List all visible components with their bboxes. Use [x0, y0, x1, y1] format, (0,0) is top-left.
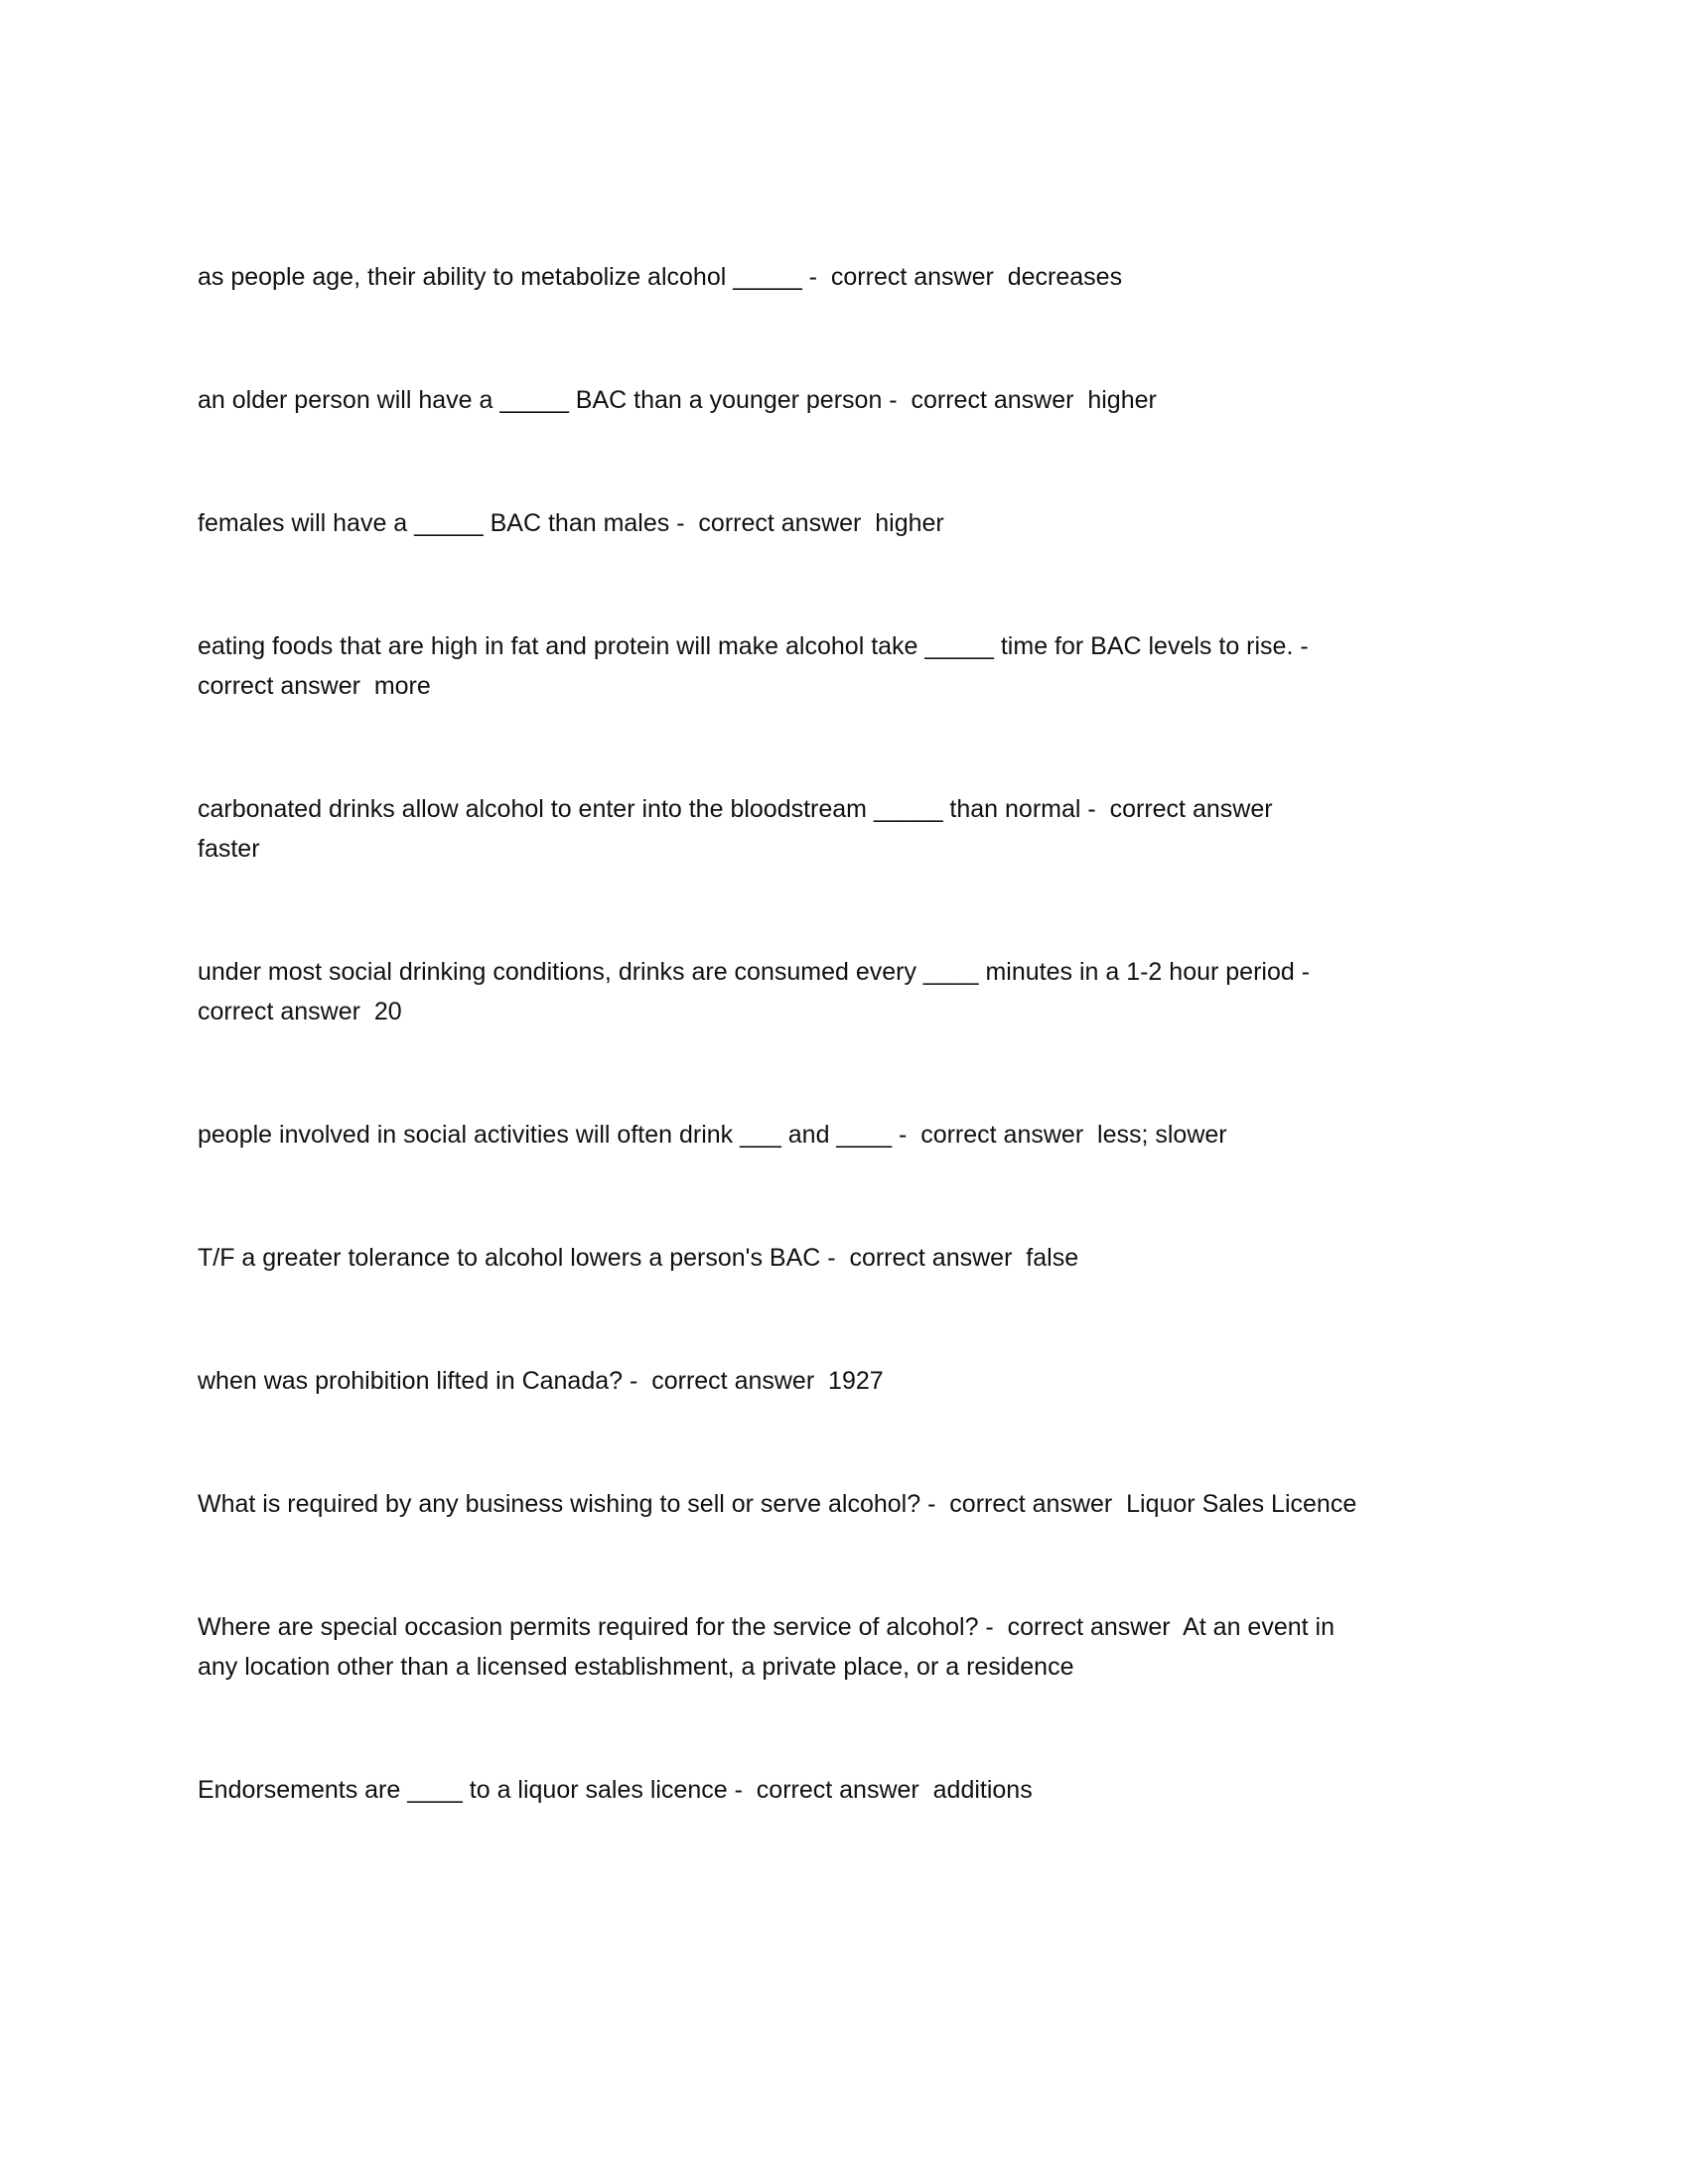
qa-line: people involved in social activities will often drink ___ and ____ - correct answer less; slower [198, 1121, 1227, 1149]
qa-item-12 [198, 1770, 1488, 1810]
qa-line: correct answer more [198, 672, 431, 700]
qa-item-4 [198, 626, 1488, 706]
document-body [198, 257, 1488, 1893]
qa-item-9 [198, 1361, 1488, 1401]
qa-line: any location other than a licensed establishment, a private place, or a residence [198, 1653, 1074, 1681]
qa-line: Where are special occasion permits required for the service of alcohol? - correct answer At an event in [198, 1613, 1335, 1641]
qa-item-5 [198, 789, 1488, 869]
qa-item-10 [198, 1484, 1488, 1524]
qa-line: What is required by any business wishing to sell or serve alcohol? - correct answer Liquor Sales Licence [198, 1490, 1357, 1518]
qa-item-11 [198, 1607, 1488, 1687]
qa-line: carbonated drinks allow alcohol to enter into the bloodstream _____ than normal - correct answer [198, 795, 1273, 823]
qa-item-7 [198, 1115, 1488, 1155]
qa-line: faster [198, 835, 260, 863]
qa-item-6 [198, 952, 1488, 1031]
qa-line: T/F a greater tolerance to alcohol lowers a person's BAC - correct answer false [198, 1244, 1079, 1272]
qa-item-3 [198, 503, 1488, 543]
qa-item-1 [198, 257, 1488, 297]
qa-item-8 [198, 1238, 1488, 1278]
qa-line: under most social drinking conditions, drinks are consumed every ____ minutes in a 1-2 hour period - [198, 958, 1311, 986]
qa-line: females will have a _____ BAC than males - correct answer higher [198, 509, 944, 537]
qa-line: when was prohibition lifted in Canada? - correct answer 1927 [198, 1367, 884, 1395]
qa-line: an older person will have a _____ BAC than a younger person - correct answer higher [198, 386, 1157, 414]
qa-line: Endorsements are ____ to a liquor sales licence - correct answer additions [198, 1776, 1033, 1804]
qa-line: as people age, their ability to metabolize alcohol _____ - correct answer decreases [198, 263, 1123, 291]
qa-item-2 [198, 380, 1488, 420]
qa-line: eating foods that are high in fat and protein will make alcohol take _____ time for BAC levels to rise. - [198, 632, 1309, 660]
qa-line: correct answer 20 [198, 998, 402, 1025]
